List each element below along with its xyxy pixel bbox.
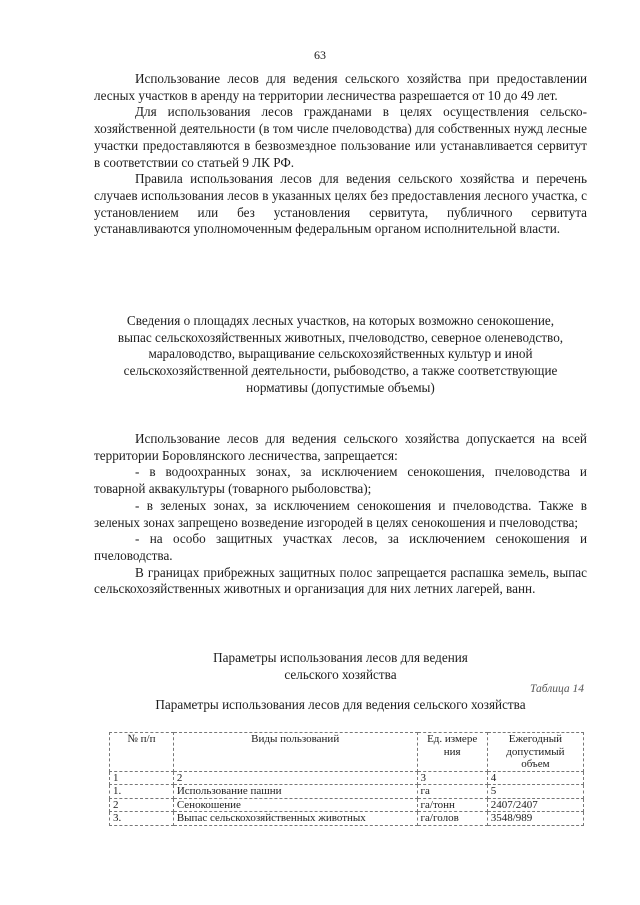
paragraph: - в зеленых зонах, за исключением сенокошения и пчеловодства. Также в зеленых зонах запрещено возведение изгородей в целях сенокошения и пчеловодства; — [94, 497, 587, 530]
table-row — [110, 771, 584, 785]
table-cell: га — [417, 785, 487, 799]
paragraph: Использование лесов для ведения сельского хозяйства допускается на всей территории Боровлянского лесничества, запрещается: — [94, 431, 587, 463]
table-cell: 5 — [487, 785, 583, 799]
table-cell: 2 — [110, 798, 174, 812]
paragraph: В границах прибрежных защитных полос запрещается распашка земель, выпас сельскохозяйственных животных и организация для них летних лагерей, ванн. — [94, 564, 587, 597]
page-number: 63 — [314, 48, 326, 62]
rules-text — [94, 431, 587, 598]
table-title: Параметры использования лесов для ведения сельского хозяйства — [155, 697, 526, 712]
table-cell: Использование пашни — [173, 785, 417, 799]
header-cell: Виды пользований — [173, 733, 417, 772]
params-heading-line2: сельского хозяйства — [284, 666, 397, 682]
paragraph: Правила использования лесов для ведения сельского хозяйства и перечень случаев использования лесов в указанных целях без предоставления лесного участка, с установлением или без установления сервитута, публичного сервитута устанавливаются уполномоченным федеральным органом исполнительной власти. — [94, 171, 587, 237]
table-row — [110, 812, 584, 826]
table-caption: Таблица 14 — [529, 683, 584, 695]
table-cell: Сенокошение — [173, 798, 417, 812]
paragraph: - в водоохранных зонах, за исключением сенокошения, пчеловодства и товарной аквакультуры (товарного рыболовства); — [94, 464, 587, 497]
paragraph: - на особо защитных участках лесов, за исключением сенокошения и пчеловодства. — [94, 531, 587, 563]
table-cell: 1. — [110, 785, 174, 799]
table-row — [110, 785, 584, 799]
table-cell: га/тонн — [417, 798, 487, 812]
parameters-table — [109, 732, 584, 826]
header-cell: № п/п — [110, 733, 174, 772]
section-heading: Сведения о площадях лесных участков, на которых возможно сенокошение, выпас сельскохозяйственных животных, пчеловодство, северное оленеводство, мараловодство, выращивание сельскохозяйственных культур и иной сельскохозяйственной деятельности, рыбоводство, а также соответствующие нормативы (допустимые объемы) — [117, 313, 564, 395]
table-cell: 2407/2407 — [487, 798, 583, 812]
table-cell: 1 — [110, 771, 174, 785]
params-heading-line1: Параметры использования лесов для ведения — [213, 650, 468, 665]
paragraph: Для использования лесов гражданами в целях осуществления сельско-хозяйственной деятельности (в том числе пчеловодства) для собственных нужд лесные участки предоставляются в безвозмездное пользование или устанавливается сервитут в соответствии со статьей 9 ЛК РФ. — [94, 104, 587, 170]
table-cell: 3. — [110, 812, 174, 826]
table-cell: 4 — [487, 771, 583, 785]
intro-text — [94, 71, 587, 238]
table-cell: га/голов — [417, 812, 487, 826]
header-cell: Ежегодный допустимый объем — [487, 733, 583, 772]
table-cell: Выпас сельскохозяйственных животных — [173, 812, 417, 826]
paragraph: Использование лесов для ведения сельского хозяйства при предоставлении лесных участков в аренду на территории лесничества разрешается от 10 до 49 лет. — [94, 71, 587, 103]
table-header-row — [110, 733, 584, 772]
table-cell: 3 — [417, 771, 487, 785]
table-cell: 2 — [173, 771, 417, 785]
params-heading — [94, 650, 587, 683]
header-cell: Ед. измере ния — [417, 733, 487, 772]
table-row — [110, 798, 584, 812]
table-cell: 3548/989 — [487, 812, 583, 826]
